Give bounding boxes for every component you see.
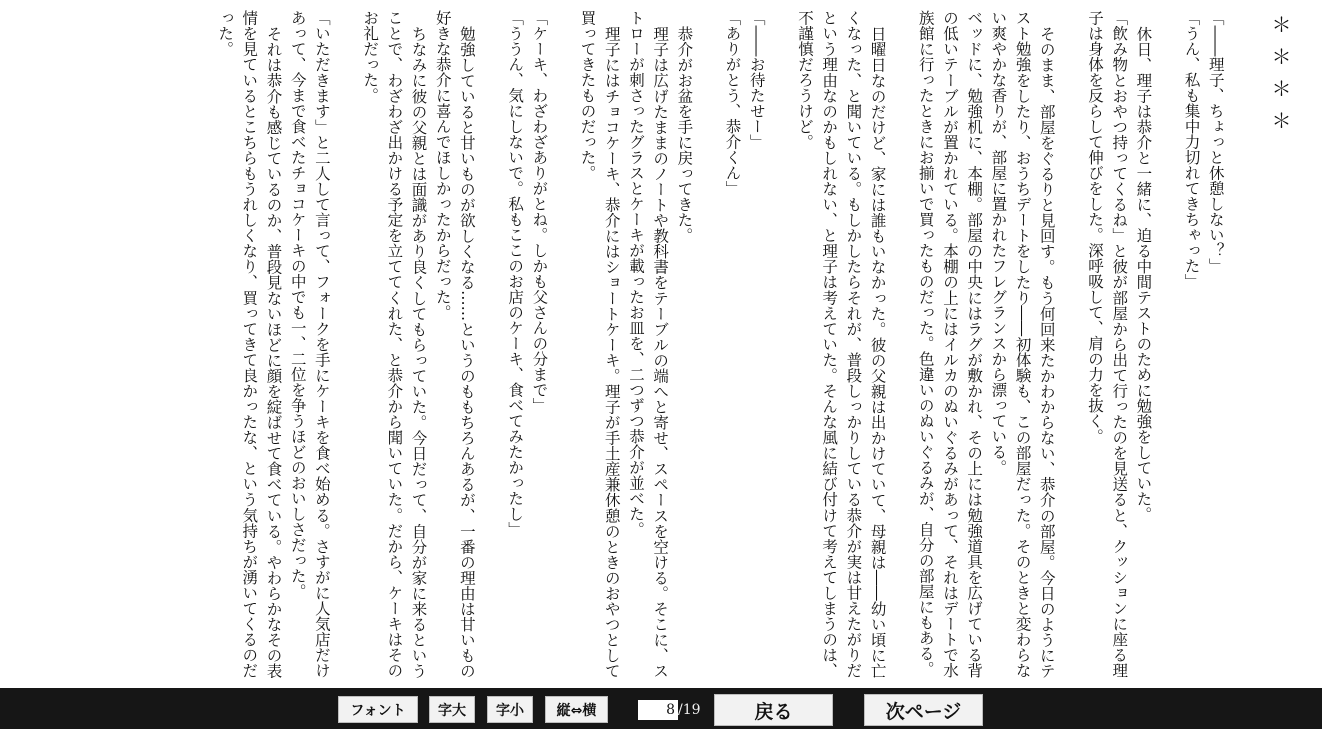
dialogue-line: 「ううん、気にしないで。私もここのお店のケーキ、食べてみたかったし」 [506,10,525,537]
paragraph: ちなみに彼の父親とは面識があり良くしてもらっていた。今日だって、自分が家に来るということで、わざわざ出かける予定を立ててくれた、と恭介から聞いていた。だから、ケーキはそのお礼だった。 [361,10,428,678]
dialogue-line: 「ケーキ、わざわざありがとね。しかも父さんの分まで」 [530,10,549,413]
blank-line [890,10,914,678]
paragraph: 勉強していると甘いものが欲しくなる……というのももちろんあるが、一番の理由は甘いもの好きな恭介に喜んでほしかったからだった。 [433,10,476,678]
paragraph: そのまま、部屋をぐるりと見回す。もう何回来たかわからない、恭介の部屋。今日のようにテスト勉強をしたり、おうちデートをしたり――初体験も、この部屋だった。そのときと変わらない爽やかな香りが、部屋に置かれたフレグランスから漂っている。 [989,10,1056,678]
reader-toolbar [0,688,1322,729]
paragraph: 恭介がお盆を手に戻ってきた。 [675,25,694,243]
dialogue-line: 「――お待たせー」 [747,10,766,150]
vertical-text-body [12,10,1292,678]
blank-line [696,10,720,678]
paragraph: 日曜日なのだけど、家には誰もいなかった。彼の父親は出かけていて、母親は――幼い頃に亡くなった、と聞いている。もしかしたらそれが、普段しっかりしている恭介が実は甘えたがりだという理由なのかもしれない、と理子は考えていた。そんな風に結び付けて考えてしまうのは、不謹慎だろうけど。 [795,10,887,678]
blank-line [769,10,793,678]
section-divider-stars: ＊＊＊＊ [1268,14,1292,142]
blank-line [1155,10,1179,678]
dialogue-line: 「――理子、ちょっと休憩しない？」 [1206,10,1225,274]
page-number-input[interactable]: 8 [638,700,678,720]
paragraph: 「いただきます」と二人して言って、フォークを手にケーキを食べ始める。さすがに人気店だけあって、今まで食べたチョコケーキの中でも一、二位を争うほどのおいしさだった。 [288,10,331,678]
font-size-large-button[interactable]: 字大 [429,696,475,723]
dialogue-line: 「ありがとう、恭介くん」 [723,10,742,196]
font-button[interactable]: フォント [338,696,418,723]
font-size-small-button[interactable]: 字小 [487,696,533,723]
paragraph: それは恭介も感じているのか、普段見ないほどに顔を綻ばせて食べている。やわらかなその表情を見ているとこちらもうれしくなり、買ってきて良かったな、という気持ちが湧いてくるのだった。 [216,10,283,678]
blank-line [1059,10,1083,678]
blank-line [479,10,503,678]
paragraph: ベッドに、勉強机に、本棚。部屋の中央にはラグが敷かれ、その上には勉強道具を広げている背の低いテーブルが置かれている。本棚の上にはイルカのぬいぐるみがあって、それはデートで水族館に行ったときにお揃いで買ったものだった。色違いのぬいぐるみが、自分の部屋にもある。 [916,10,984,678]
paragraph: 「飲み物とおやつ持ってくるね」と彼が部屋から出て行ったのを見送ると、クッションに座る理子は身体を反らして伸びをした。深呼吸して、肩の力を抜く。 [1085,10,1129,678]
paragraph: 理子にはチョコケーキ、恭介にはショートケーキ。理子が手土産兼休憩のときのおやつとして買ってきたものだった。 [578,10,621,678]
dialogue-line: 「うん、私も集中力切れてきちゃった」 [1182,10,1201,289]
blank-line [551,10,575,678]
page-total: /19 [678,702,701,718]
back-button[interactable]: 戻る [714,694,833,726]
paragraph: 休日、理子は恭介と一緒に、迫る中間テストのために勉強をしていた。 [1134,25,1153,522]
next-page-button[interactable]: 次ページ [864,694,983,726]
paragraph: 理子は広げたままのノートや教科書をテーブルの端へと寄せ、スペースを空ける。そこに、ストローが刺さったグラスとケーキが載ったお皿を、二つずつ恭介が並べた。 [626,10,670,678]
orientation-toggle-button[interactable]: 縦⇔横 [545,696,608,723]
blank-line [334,10,358,678]
